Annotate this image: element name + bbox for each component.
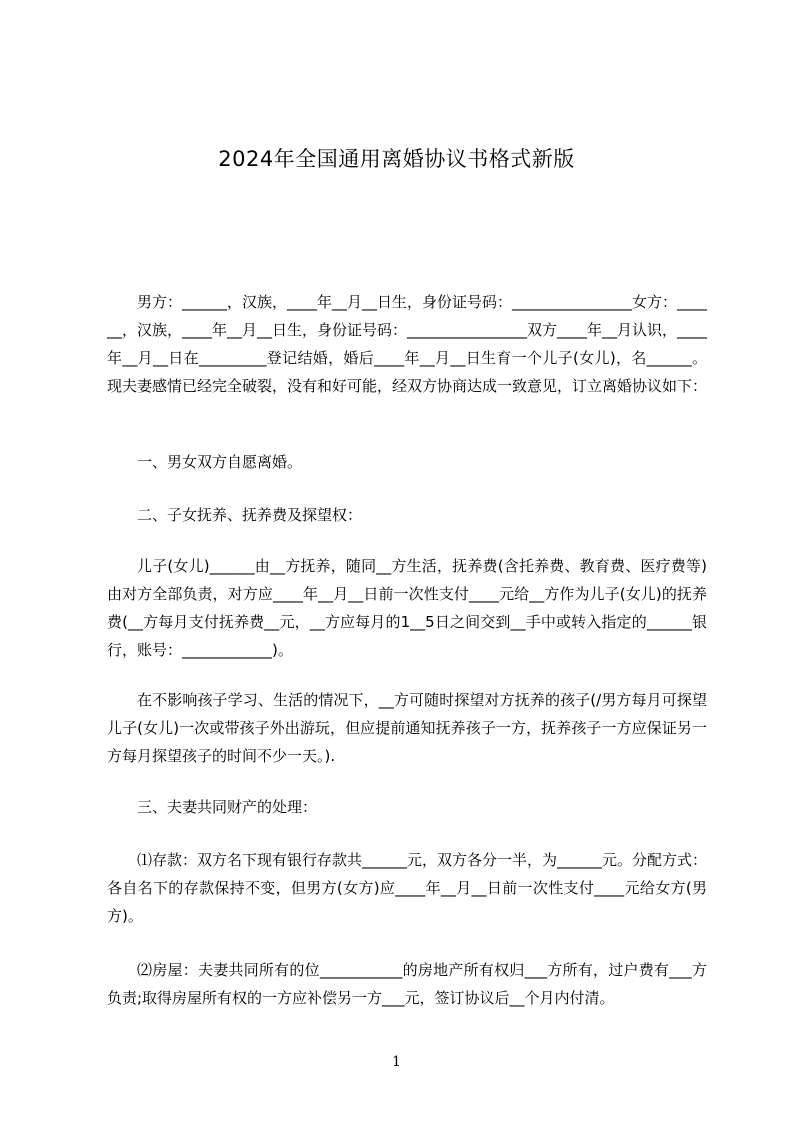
clause-2-heading: 二、子女抚养、抚养费及探望权： [137, 506, 363, 524]
child-support-paragraph: 儿子(女儿)______由__方抚养，随同__方生活，抚养费(含托养费、教育费、医疗费等)由对方全部负责，对方应____年__月__日前一次性支付____元给__方作为儿子(女儿)的抚养费(__方每月支付抚养费__元，__方应每月的1__5日之间交到__手中或转入指定的______银行，账号：____________)。 [107, 557, 707, 659]
intro-paragraph: 男方：______，汉族，____年__月__日生，身份证号码：________________女方：______，汉族，____年__月__日生，身份证号码：________________双方____年__月认识，____年__月__日在_________登记结婚，婚后____年__月__日生育一个儿子(女儿)，名______。现夫妻感情已经完全破裂，没有和好可能，经双方协商达成一致意见，订立离婚协议如下： [107, 293, 708, 395]
deposit-paragraph: ⑴存款：双方名下现有银行存款共______元，双方各分一半，为______元。分配方式：各自名下的存款保持不变，但男方(女方)应____年__月__日前一次性支付____元给女方(男方)。 [107, 851, 708, 925]
house-paragraph: ⑵房屋：夫妻共同所有的位___________的房地产所有权归___方所有，过户费有___方负责;取得房屋所有权的一方应补偿另一方___元，签订协议后__个月内付清。 [107, 961, 707, 1007]
clause-3-heading: 三、夫妻共同财产的处理： [137, 798, 318, 816]
clause-1-heading: 一、男女双方自愿离婚。 [137, 453, 303, 471]
visitation-paragraph: 在不影响孩子学习、生活的情况下，__方可随时探望对方抚养的孩子(/男方每月可探望儿子(女儿)一次或带孩子外出游玩，但应提前通知抚养孩子一方，抚养孩子一方应保证另一方每月探望孩子的时间不少一天。). [107, 691, 707, 765]
document-title: 2024年全国通用离婚协议书格式新版 [218, 147, 575, 171]
page-number: 1 [392, 1054, 401, 1070]
